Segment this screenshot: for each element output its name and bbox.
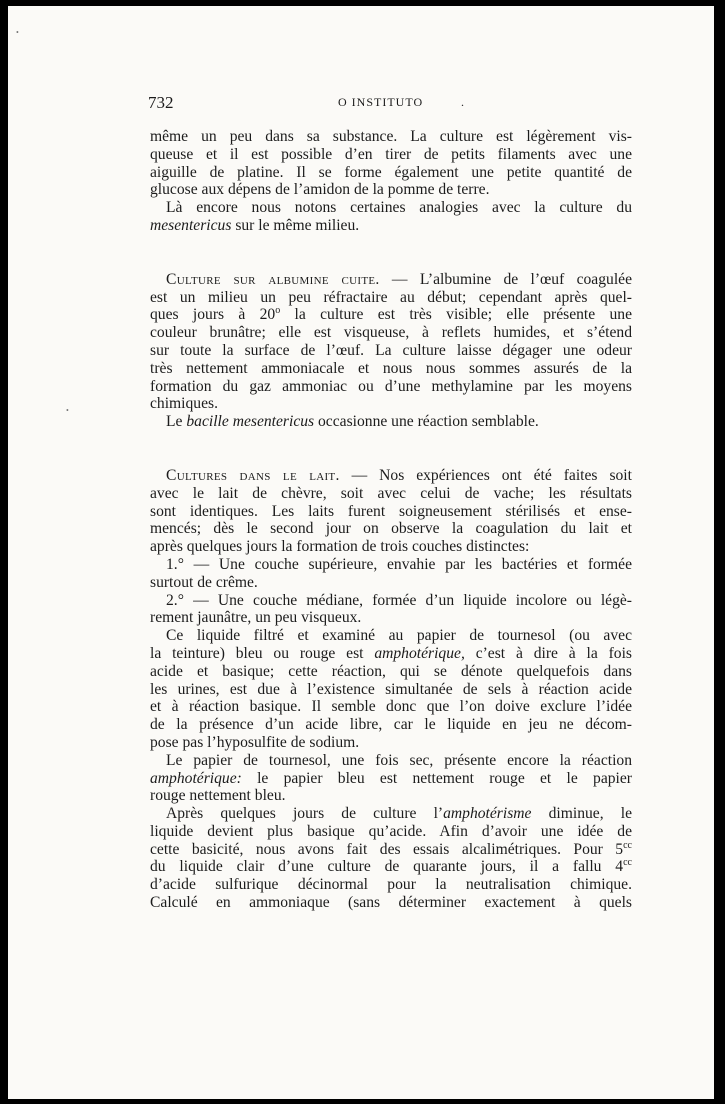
running-header (148, 93, 644, 117)
italic-term: amphotérique, (374, 644, 465, 662)
section-albumine (150, 271, 632, 431)
list-item-1: 1.° — Une couche supérieure, envahie par les bactéries et formée (166, 555, 632, 573)
text-line: sont identiques. Les laits furent soigneusement stérilisés et ense- (150, 502, 632, 520)
text-line: liquide devient plus basique qu’acide. Afin d’avoir une idée de (150, 822, 632, 840)
text-line: cette basicité, nous avons fait des essais alcalimétriques. Pour $5^{cc}$ (150, 839, 632, 858)
text-line: Cultures dans le lait. — Nos expériences ont été faites soit (166, 466, 632, 484)
text-line: Après quelques jours de culture l’amphotérisme diminue, le (166, 805, 633, 823)
text-line: Le papier de tournesol, une fois sec, présente encore la réaction (166, 751, 632, 769)
italic-term: bacille mesentericus (186, 413, 315, 431)
text-line: très nettement ammoniacale et nous nous sommes assurés de la (150, 359, 632, 377)
list-item-2: 2.° — Une couche médiane, formée d’un liquide incolore ou légè- (166, 591, 632, 609)
body-text (150, 128, 632, 912)
scan-speck: • (16, 28, 19, 37)
text-line: et à réaction basique. Il semble donc que l’on doive exclure l’idée (150, 698, 632, 716)
text-line: glucose aux dépens de l’amidon de la pomme de terre. (150, 181, 490, 199)
section-lait (150, 467, 632, 912)
journal-title: O INSTITUTO (338, 95, 424, 109)
text-line: chimiques. (150, 395, 218, 413)
text-line: la teinture) bleu ou rouge est amphotérique, c’est à dire à la fois (150, 644, 633, 662)
section-heading: Culture sur albumine cuite. (166, 270, 380, 288)
text-line: rouge nettement bleu. (150, 787, 286, 805)
header-dot: . (461, 95, 464, 109)
text-line: ques jours à 20$^o$ la culture est très visible; elle présente une (150, 305, 633, 324)
text-line: Calculé en ammoniaque (sans déterminer exactement à quels (150, 894, 632, 912)
text-line: formation du gaz ammoniac ou d’une methylamine par les moyens (150, 377, 632, 395)
text-line: Là encore nous notons certaines analogies avec la culture du (166, 199, 632, 217)
section-heading: Cultures dans le lait. (166, 466, 340, 484)
text-line: acide et basique; cette réaction, qui se dénote quelquefois dans (150, 662, 632, 680)
text-line: rement jaunâtre, un peu visqueux. (150, 609, 362, 627)
text-line: est un milieu un peu réfractaire au début; cependant après quel- (150, 288, 632, 306)
text-line: amphotérique: le papier bleu est nettement rouge et le papier (150, 769, 632, 787)
text-line: queuse et il est possible d’en tirer de petits filaments avec une (150, 145, 632, 163)
text-line: d’acide sulfurique décinormal pour la neutralisation chimique. (150, 876, 632, 894)
text-line: après quelques jours la formation de trois couches distinctes: (150, 538, 530, 556)
page (8, 6, 714, 1099)
text-line: même un peu dans sa substance. La culture est légèrement vis- (150, 128, 632, 145)
text-line: pose pas l’hyposulfite de sodium. (150, 733, 360, 751)
text-line: Le bacille mesentericus occasionne une réaction semblable. (166, 413, 539, 431)
text-line: surtout de crême. (150, 573, 258, 591)
text-line: Ce liquide filtré et examiné au papier de tournesol (ou avec (166, 627, 632, 645)
text-line: couleur brunâtre; elle est visqueuse, à reflets humides, et s’étend (150, 324, 632, 342)
text-line: du liquide clair d’une culture de quarante jours, il a fallu $4^{cc}$ (150, 857, 632, 876)
text-line: de la présence d’un acide libre, car le liquide en jeu ne décom- (150, 716, 632, 734)
text-line: mesentericus sur le même milieu. (150, 216, 360, 234)
italic-term: amphotérique: (150, 769, 242, 787)
page-number: 732 (148, 93, 174, 112)
text-line: aiguille de platine. Il se forme également une petite quantité de (150, 163, 632, 181)
text-line: sur toute la surface de l’œuf. La culture laisse dégager une odeur (150, 341, 632, 359)
paragraph (150, 199, 632, 235)
text-line: mencés; dès le second jour on observe la coagulation du lait et (150, 520, 632, 538)
text-line: Culture sur albumine cuite. — L’albumine de l’œuf coagulée (166, 270, 632, 288)
italic-term: mesentericus (150, 216, 232, 234)
scan-speck: • (66, 406, 69, 415)
text-line: les urines, est due à l’existence simultanée de sels à réaction acide (150, 680, 632, 698)
paragraph (150, 128, 632, 199)
italic-term: amphotérisme (443, 805, 532, 823)
text-line: avec le lait de chèvre, soit avec celui de vache; les résultats (150, 484, 632, 502)
